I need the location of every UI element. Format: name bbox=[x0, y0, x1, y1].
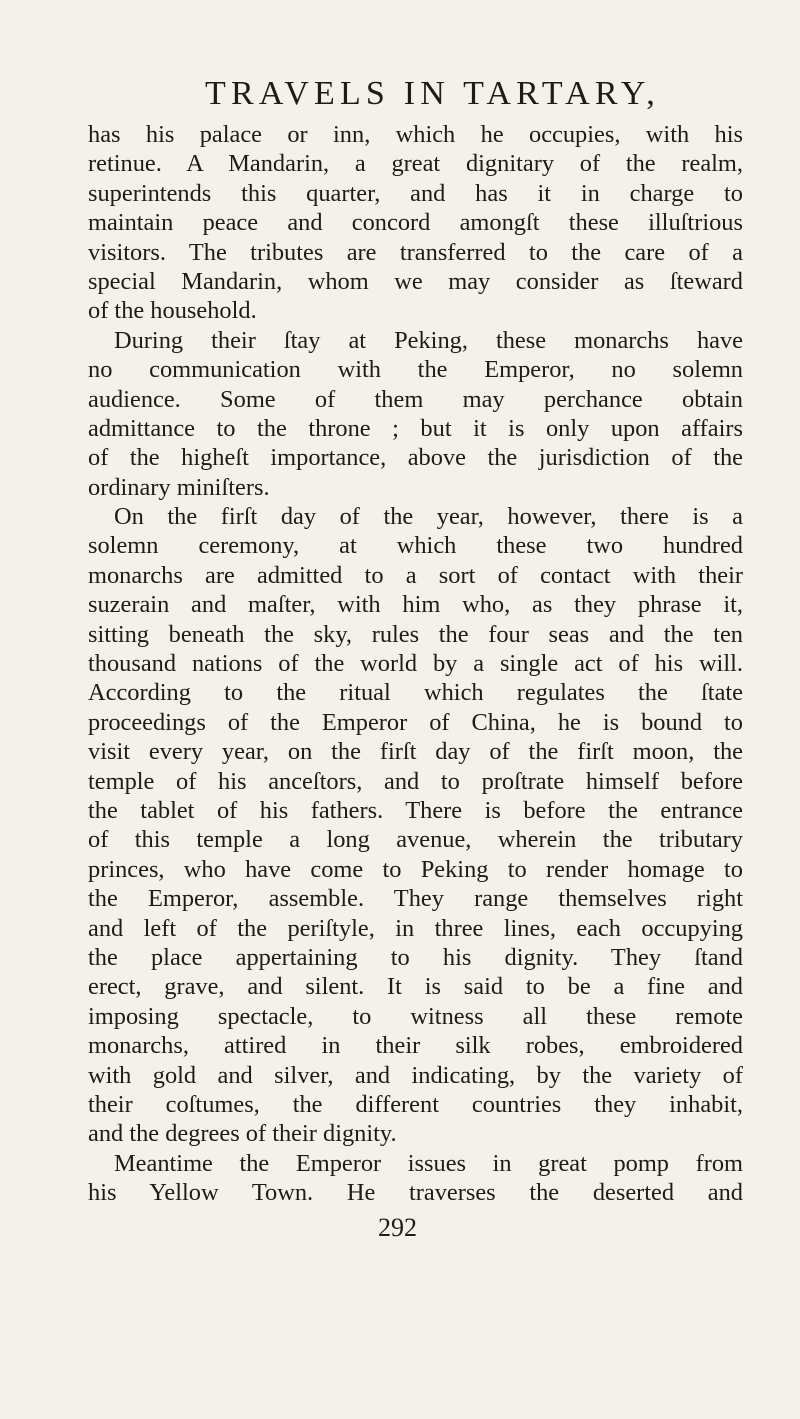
running-head: TRAVELS IN TARTARY, bbox=[205, 75, 660, 112]
text-line: monarchs, attired in their silk robes, embroidered bbox=[88, 1032, 743, 1060]
text-line: On the firſt day of the year, however, there is a bbox=[114, 503, 743, 531]
text-line: his Yellow Town. He traverses the deserted and bbox=[88, 1179, 743, 1207]
text-line: ordinary miniſters. bbox=[88, 473, 270, 501]
text-line: the Emperor, assemble. They range themselves right bbox=[88, 885, 743, 913]
text-line: thousand nations of the world by a single act of his will. bbox=[88, 650, 743, 678]
text-line: admittance to the throne ; but it is only upon affairs bbox=[88, 414, 743, 442]
text-line: with gold and silver, and indicating, by the variety of bbox=[88, 1061, 743, 1089]
page-number: 292 bbox=[378, 1213, 417, 1243]
text-line: of the household. bbox=[88, 297, 257, 325]
text-line: imposing spectacle, to witness all these remote bbox=[88, 1002, 743, 1030]
text-line: of this temple a long avenue, wherein the tributary bbox=[88, 826, 743, 854]
text-line: During their ſtay at Peking, these monarchs have bbox=[114, 326, 743, 354]
text-line: Meantime the Emperor issues in great pomp from bbox=[114, 1149, 743, 1177]
text-line: superintends this quarter, and has it in charge to bbox=[88, 179, 743, 207]
text-line: sitting beneath the sky, rules the four seas and the ten bbox=[88, 620, 743, 648]
text-line: suzerain and maſter, with him who, as they phrase it, bbox=[88, 591, 743, 619]
text-line: and the degrees of their dignity. bbox=[88, 1120, 397, 1148]
text-line: the tablet of his fathers. There is before the entrance bbox=[88, 796, 743, 824]
text-line: no communication with the Emperor, no solemn bbox=[88, 356, 743, 384]
text-line: visitors. The tributes are transferred to the care of a bbox=[88, 238, 743, 266]
text-line: temple of his anceſtors, and to proſtrate himself before bbox=[88, 767, 743, 795]
text-line: proceedings of the Emperor of China, he is bound to bbox=[88, 708, 743, 736]
text-line: retinue. A Mandarin, a great dignitary of the realm, bbox=[88, 150, 743, 178]
text-line: has his palace or inn, which he occupies, with his bbox=[88, 121, 743, 148]
text-line: their coſtumes, the different countries they inhabit, bbox=[88, 1090, 743, 1118]
text-line: audience. Some of them may perchance obtain bbox=[88, 385, 743, 413]
text-line: maintain peace and concord amongſt these illuſtrious bbox=[88, 209, 743, 237]
text-line: monarchs are admitted to a sort of contact with their bbox=[88, 561, 743, 589]
text-line: According to the ritual which regulates the ſtate bbox=[88, 679, 743, 707]
text-line: visit every year, on the firſt day of the firſt moon, the bbox=[88, 738, 743, 766]
text-line: of the higheſt importance, above the jurisdiction of the bbox=[88, 444, 743, 472]
text-line: solemn ceremony, at which these two hundred bbox=[88, 532, 743, 560]
text-line: the place appertaining to his dignity. They ſtand bbox=[88, 943, 743, 971]
text-line: erect, grave, and silent. It is said to be a fine and bbox=[88, 973, 743, 1001]
text-line: special Mandarin, whom we may consider as ſteward bbox=[88, 267, 743, 295]
body-text bbox=[88, 120, 743, 1207]
text-line: princes, who have come to Peking to render homage to bbox=[88, 855, 743, 883]
text-line: and left of the periſtyle, in three lines, each occupying bbox=[88, 914, 743, 942]
